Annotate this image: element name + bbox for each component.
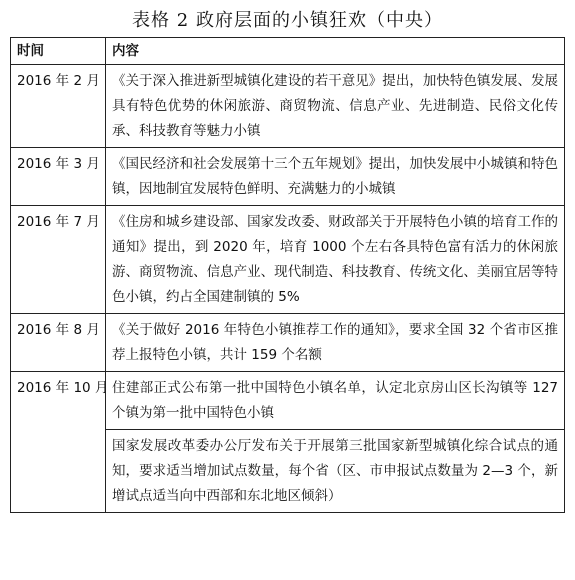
row-time: 2016 年 10 月	[11, 372, 106, 513]
row-content: 《住房和城乡建设部、国家发改委、财政部关于开展特色小镇的培育工作的通知》提出，到 2020 年，培育 1000 个左右各具特色富有活力的休闲旅游、商贸物流、信息产业、现代制造、科技教育、传统文化、美丽宜居等特色小镇，约占全国建制镇的 5%	[106, 206, 565, 314]
table-row	[11, 314, 565, 372]
row-time: 2016 年 7 月	[11, 206, 106, 314]
row-content: 《关于深入推进新型城镇化建设的若干意见》提出，加快特色镇发展、发展具有特色优势的休闲旅游、商贸物流、信息产业、先进制造、民俗文化传承、科技教育等魅力小镇	[106, 65, 565, 148]
header-content: 内容	[106, 38, 565, 65]
row-time: 2016 年 8 月	[11, 314, 106, 372]
row-content: 国家发展改革委办公厅发布关于开展第三批国家新型城镇化综合试点的通知，要求适当增加试点数量，每个省（区、市申报试点数量为 2—3 个，新增试点适当向中西部和东北地区倾斜）	[106, 430, 565, 513]
row-content: 《国民经济和社会发展第十三个五年规划》提出，加快发展中小城镇和特色镇，因地制宜发展特色鲜明、充满魅力的小城镇	[106, 148, 565, 206]
header-time: 时间	[11, 38, 106, 65]
table-row	[11, 206, 565, 314]
row-time: 2016 年 3 月	[11, 148, 106, 206]
table-row	[11, 65, 565, 148]
policy-table	[10, 37, 565, 513]
table-caption: 表格 2 政府层面的小镇狂欢（中央）	[132, 10, 443, 31]
table-row	[11, 148, 565, 206]
row-content: 《关于做好 2016 年特色小镇推荐工作的通知》，要求全国 32 个省市区推荐上报特色小镇，共计 159 个名额	[106, 314, 565, 372]
row-time: 2016 年 2 月	[11, 65, 106, 148]
row-content: 住建部正式公布第一批中国特色小镇名单，认定北京房山区长沟镇等 127 个镇为第一批中国特色小镇	[106, 372, 565, 430]
table-row	[11, 372, 565, 430]
table-header-row	[11, 38, 565, 65]
